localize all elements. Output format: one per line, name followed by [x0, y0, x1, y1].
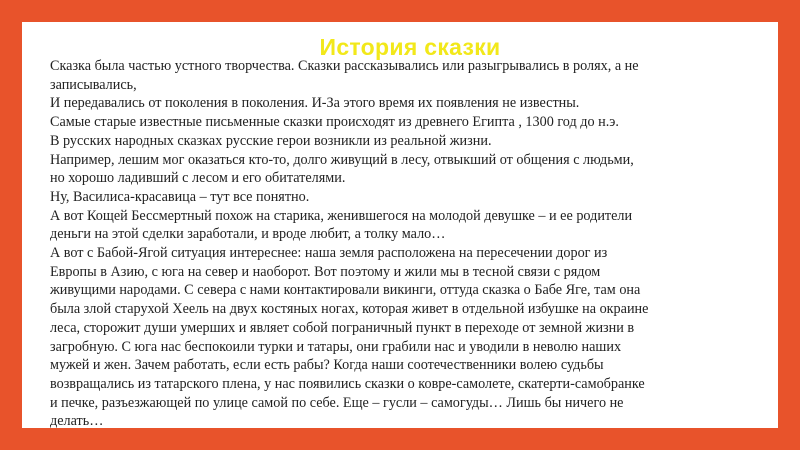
text-line: Самые старые известные письменные сказки происходят из древнего Египта , 1300 год до н.э.	[50, 114, 619, 131]
text-line: леса, сторожит души умерших и являет собой пограничный пункт в переходе от земной жизни в	[50, 319, 635, 336]
text-line: возвращались из татарского плена, у нас появились сказки о ковре-самолете, скатерти-самобранке	[50, 375, 645, 392]
text-line: А вот Кощей Бессмертный похож на старика, женившегося на молодой девушке – и ее родители	[50, 207, 633, 224]
text-line: записывались,	[50, 76, 137, 93]
slide-body	[50, 57, 730, 431]
text-line: делать…	[50, 413, 104, 430]
slide-title: История сказки	[319, 34, 501, 60]
text-line: Европы в Азию, с юга на север и наоборот. Вот поэтому и жили мы в тесной связи с рядом	[50, 263, 601, 280]
text-line: А вот с Бабой-Ягой ситуация интереснее: наша земля расположена на пересечении дорог из	[50, 245, 608, 262]
slide	[22, 22, 778, 428]
text-line: В русских народных сказках русские герои возникли из реальной жизни.	[50, 132, 492, 149]
text-line: И передавались от поколения в поколения. И-За этого время их появления не известны.	[50, 95, 580, 112]
text-line: и печке, разъезжающей по улице самой по себе. Еще – гусли – самогуды… Лишь бы ничего не	[50, 394, 624, 411]
text-line: загробную. С юга нас беспокоили турки и татары, они грабили нас и уводили в неволю наших	[50, 338, 622, 355]
text-line: но хорошо ладивший с лесом и его обитателями.	[50, 170, 346, 187]
text-line: была злой старухой Хеель на двух костяных ногах, которая живет в отдельной избушке на окраине	[50, 301, 649, 318]
text-line: живущими народами. С севера с нами контактировали викинги, оттуда сказка о Бабе Яге, там она	[50, 282, 641, 299]
text-line: мужей и жен. Зачем работать, если есть рабы? Когда наши соотечественники волею судьбы	[50, 357, 604, 374]
text-line: Например, лешим мог оказаться кто-то, долго живущий в лесу, отвыкший от общения с людьми,	[50, 151, 634, 168]
text-line: Ну, Василиса-красавица – тут все понятно.	[50, 188, 310, 205]
text-line: деньги на этой сделки заработали, и вроде любит, а толку мало…	[50, 226, 446, 243]
text-line: Сказка была частью устного творчества. Сказки рассказывались или разыгрывались в ролях, а не	[50, 58, 639, 74]
